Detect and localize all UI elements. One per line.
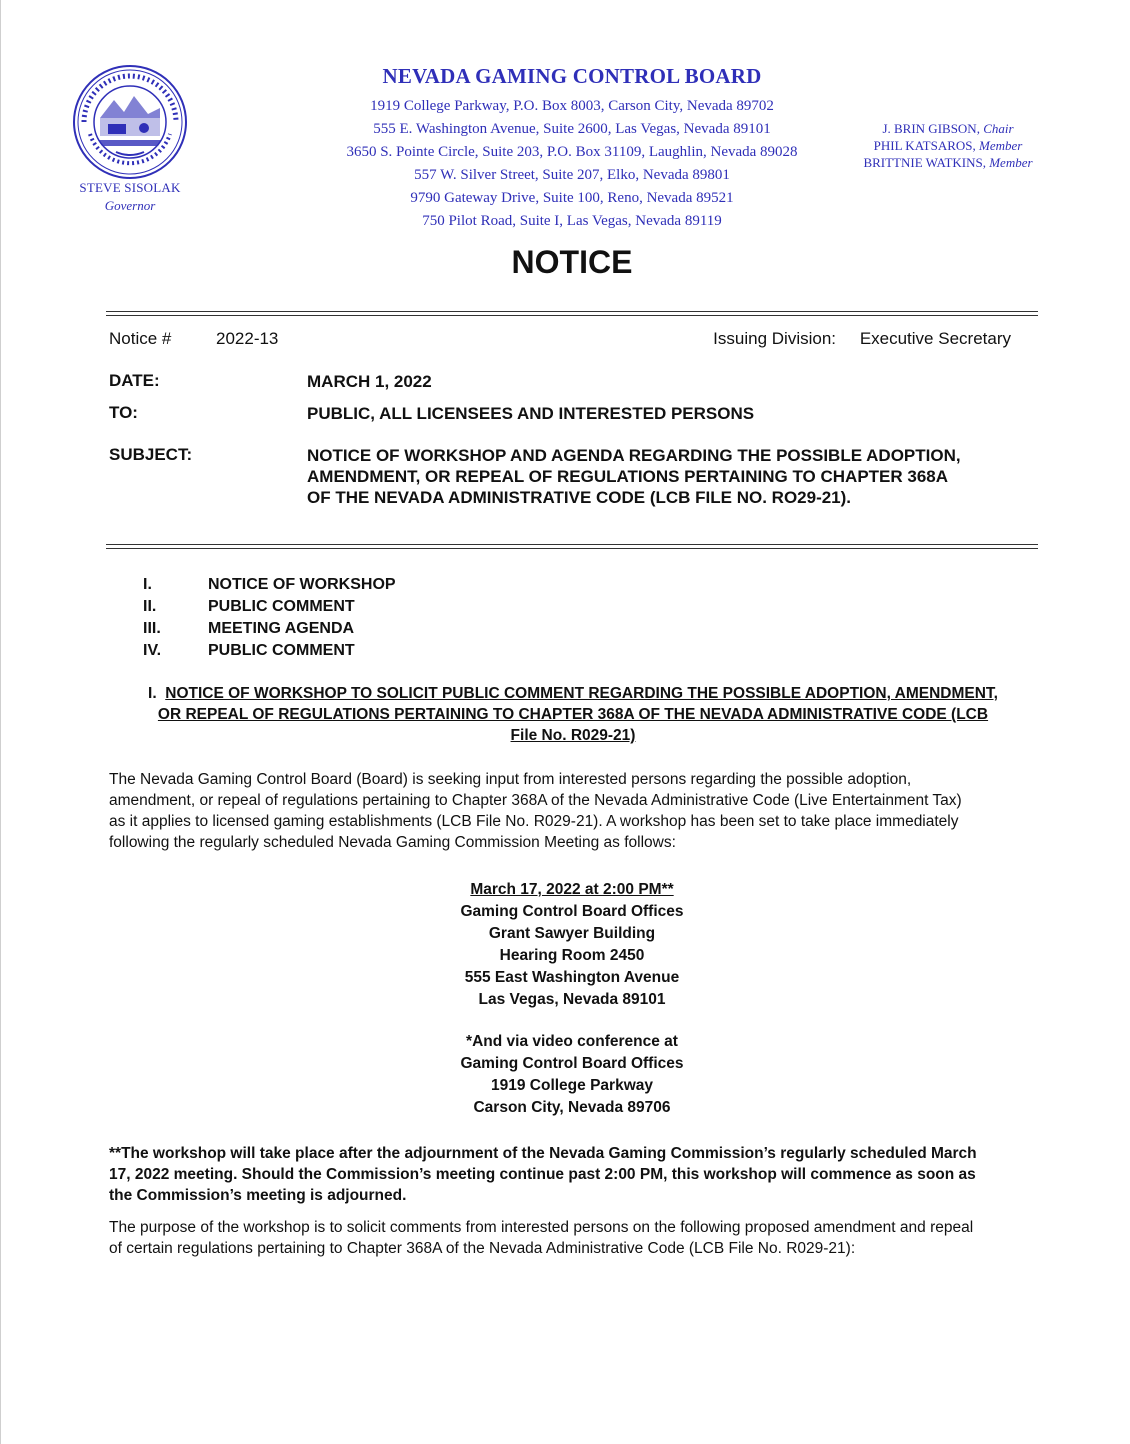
outline-item: I. NOTICE OF WORKSHOP	[143, 576, 396, 593]
subject-line: AMENDMENT, OR REPEAL OF REGULATIONS PERTAINING TO CHAPTER 368A	[307, 467, 949, 486]
address-line: 3650 S. Pointe Circle, Suite 203, P.O. Box 31109, Laughlin, Nevada 89028	[346, 144, 798, 160]
to-label: TO:	[109, 403, 138, 422]
issuing-division-label: Issuing Division:	[713, 329, 836, 348]
board-member: BRITTNIE WATKINS, Member	[863, 155, 1033, 170]
board-member: PHIL KATSAROS, Member	[873, 138, 1023, 153]
subject-value	[307, 445, 1037, 508]
address-line: 750 Pilot Road, Suite I, Las Vegas, Nevada 89119	[422, 213, 722, 229]
agenda-outline	[143, 576, 543, 664]
video-conference-location: *And via video conference at Gaming Control Board Offices 1919 College Parkway Carson City, Nevada 89706	[460, 1033, 684, 1116]
nevada-state-seal-icon	[72, 64, 188, 180]
address-line: 9790 Gateway Drive, Suite 100, Reno, Nevada 89521	[410, 190, 734, 206]
purpose-paragraph: The purpose of the workshop is to solicit comments from interested persons on the following proposed amendment and repeal of certain regulations pertaining to Chapter 368A of the Nevada Administrative Code (LCB File No. R029-21):	[109, 1219, 974, 1257]
notice-number-label: Notice #	[109, 329, 172, 348]
subject-line: NOTICE OF WORKSHOP AND AGENDA REGARDING THE POSSIBLE ADOPTION,	[307, 446, 961, 465]
board-member: J. BRIN GIBSON, Chair	[882, 121, 1014, 136]
divider-top	[106, 311, 1038, 316]
address-line: 1919 College Parkway, P.O. Box 8003, Carson City, Nevada 89702	[370, 98, 774, 114]
notice-heading: NOTICE	[511, 244, 633, 280]
outline-item: II. PUBLIC COMMENT	[143, 598, 355, 615]
subject-label: SUBJECT:	[109, 445, 193, 464]
address-line: 557 W. Silver Street, Suite 207, Elko, Nevada 89801	[414, 167, 730, 183]
intro-paragraph: The Nevada Gaming Control Board (Board) is seeking input from interested persons regarding the possible adoption, amendment, or repeal of regulations pertaining to Chapter 368A of the Nevada Administrative Code (Live Entertainment Tax) as it applies to licensed gaming establishments (LCB File No. R029-21). A workshop has been set to take place immediately following the regularly scheduled Nevada Gaming Commission Meeting as follows:	[109, 771, 962, 851]
address-line: 555 E. Washington Avenue, Suite 2600, Las Vegas, Nevada 89101	[373, 121, 771, 137]
section-one-heading: I. NOTICE OF WORKSHOP TO SOLICIT PUBLIC COMMENT REGARDING THE POSSIBLE ADOPTION, AMENDMENT, OR REPEAL OF REGULATIONS PERTAINING TO CHAPTER 368A OF THE NEVADA ADMINISTRATIVE CODE (LCB File No. R029-21)	[148, 685, 998, 744]
to-value: PUBLIC, ALL LICENSEES AND INTERESTED PERSONS	[307, 404, 755, 423]
section-one-prefix: I.	[148, 685, 166, 702]
agency-name: NEVADA GAMING CONTROL BOARD	[382, 64, 762, 88]
date-label: DATE:	[109, 371, 160, 390]
subject-line: OF THE NEVADA ADMINISTRATIVE CODE (LCB FILE NO. RO29-21).	[307, 488, 852, 507]
outline-item: IV. PUBLIC COMMENT	[143, 642, 355, 659]
date-value: MARCH 1, 2022	[307, 372, 432, 391]
adjournment-note: **The workshop will take place after the adjournment of the Nevada Gaming Commission’s regularly scheduled March 17, 2022 meeting. Should the Commission’s meeting continue past 2:00 PM, this workshop will commence as soon as the Commission’s meeting is adjourned.	[109, 1145, 977, 1204]
governor-name: STEVE SISOLAK	[79, 180, 181, 195]
divider-bottom	[106, 544, 1038, 549]
notice-number-value: 2022-13	[216, 329, 279, 348]
workshop-location: March 17, 2022 at 2:00 PM** Gaming Control Board Offices Grant Sawyer Building Hearing Room 2450 555 East Washington Avenue Las Vegas, Nevada 89101	[372, 879, 772, 1011]
workshop-time: March 17, 2022 at 2:00 PM**	[470, 881, 674, 898]
outline-item: III. MEETING AGENDA	[143, 620, 355, 637]
issuing-division-value: Executive Secretary	[859, 329, 1011, 348]
letterhead	[262, 64, 882, 233]
board-members	[838, 120, 1058, 171]
governor-block	[40, 180, 220, 214]
governor-role: Governor	[104, 198, 156, 213]
